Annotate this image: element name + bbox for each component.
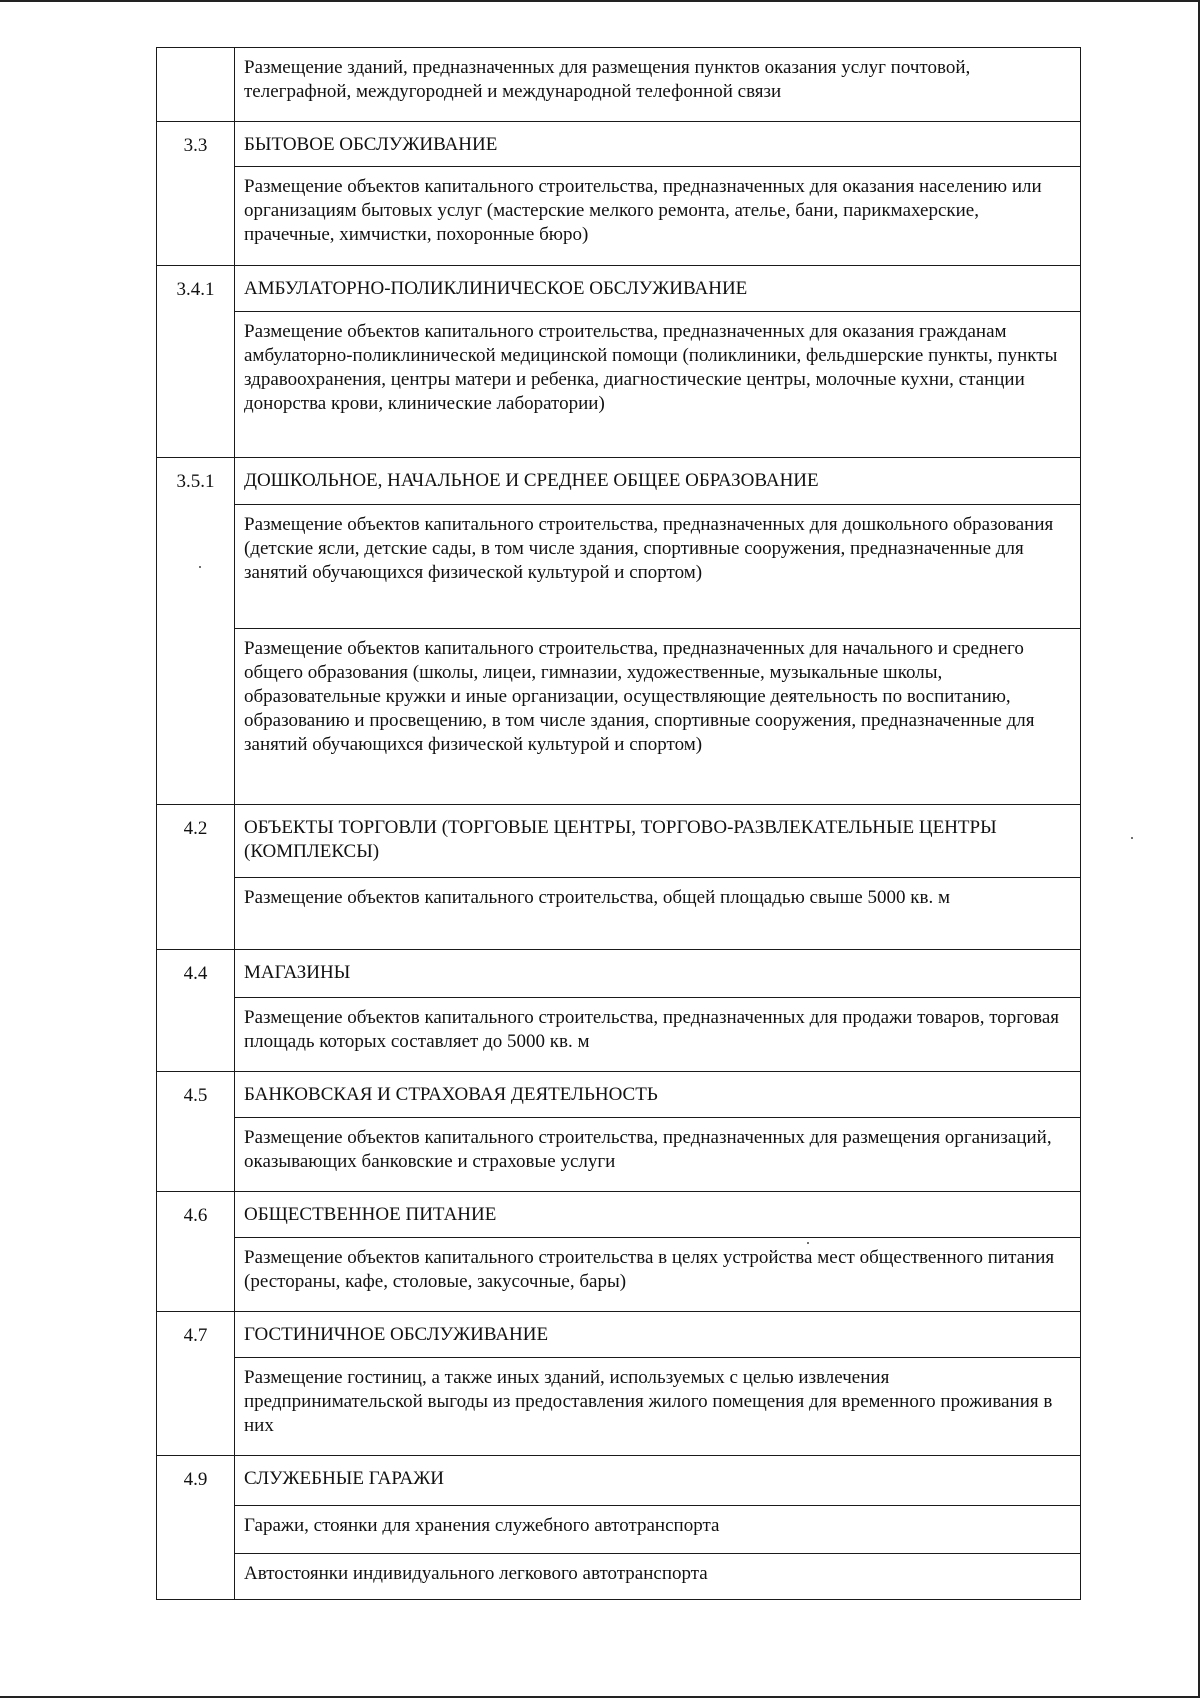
land-use-table <box>156 47 1081 1600</box>
table-row <box>157 312 1081 458</box>
code-cell: 3.3 <box>157 122 235 266</box>
category-heading: МАГАЗИНЫ <box>235 950 1081 998</box>
table-row <box>157 1358 1081 1456</box>
category-heading: АМБУЛАТОРНО-ПОЛИКЛИНИЧЕСКОЕ ОБСЛУЖИВАНИЕ <box>235 266 1081 312</box>
table-row <box>157 950 1081 998</box>
category-heading: СЛУЖЕБНЫЕ ГАРАЖИ <box>235 1456 1081 1506</box>
table-row <box>157 878 1081 950</box>
category-description: Размещение гостиниц, а также иных зданий, используемых с целью извлечения предпринимательской выгоды из предоставления жилого помещения для временного проживания в них <box>235 1358 1081 1456</box>
code-cell: 4.6 <box>157 1192 235 1312</box>
category-heading: ГОСТИНИЧНОЕ ОБСЛУЖИВАНИЕ <box>235 1312 1081 1358</box>
table-row <box>157 629 1081 805</box>
category-description: Размещение зданий, предназначенных для размещения пунктов оказания услуг почтовой, телеграфной, междугородней и международной телефонной связи <box>235 48 1081 122</box>
category-heading: ДОШКОЛЬНОЕ, НАЧАЛЬНОЕ И СРЕДНЕЕ ОБЩЕЕ ОБРАЗОВАНИЕ <box>235 458 1081 505</box>
table-row <box>157 266 1081 312</box>
table-row <box>157 122 1081 167</box>
table-row <box>157 1118 1081 1192</box>
category-description: Размещение объектов капитального строительства, общей площадью свыше 5000 кв. м <box>235 878 1081 950</box>
code-cell: 4.2 <box>157 805 235 950</box>
table-row <box>157 1506 1081 1554</box>
category-description: Размещение объектов капитального строительства, предназначенных для оказания гражданам амбулаторно-поликлинической медицинской помощи (поликлиники, фельдшерские пункты, пункты здравоохранения, центры матери и ребенка, диагностические центры, молочные кухни, станции донорства крови, клинические лаборатории) <box>235 312 1081 458</box>
category-heading: ОБЪЕКТЫ ТОРГОВЛИ (ТОРГОВЫЕ ЦЕНТРЫ, ТОРГОВО-РАЗВЛЕКАТЕЛЬНЫЕ ЦЕНТРЫ (КОМПЛЕКСЫ) <box>235 805 1081 878</box>
table-row <box>157 1312 1081 1358</box>
table-row <box>157 458 1081 505</box>
category-description: Размещение объектов капитального строительства, предназначенных для начального и среднего общего образования (школы, лицеи, гимназии, художественные, музыкальные школы, образовательные кружки и иные организации, осуществляющие деятельность по воспитанию, образованию и просвещению, в том числе здания, спортивные сооружения, предназначенные для занятий обучающихся физической культурой и спортом) <box>235 629 1081 805</box>
category-description: Размещение объектов капитального строительства, предназначенных для оказания населению или организациям бытовых услуг (мастерские мелкого ремонта, ателье, бани, парикмахерские, прачечные, химчистки, похоронные бюро) <box>235 167 1081 266</box>
table-row <box>157 1238 1081 1312</box>
category-description: Размещение объектов капитального строительства, предназначенных для дошкольного образования (детские ясли, детские сады, в том числе здания, спортивные сооружения, предназначенные для занятий обучающихся физической культурой и спортом) <box>235 505 1081 629</box>
scan-edge-top <box>0 0 1200 2</box>
table-row <box>157 998 1081 1072</box>
scan-speck <box>1131 837 1133 839</box>
category-heading: БЫТОВОЕ ОБСЛУЖИВАНИЕ <box>235 122 1081 167</box>
category-description: Гаражи, стоянки для хранения служебного автотранспорта <box>235 1506 1081 1554</box>
code-cell: 4.7 <box>157 1312 235 1456</box>
table-row <box>157 48 1081 122</box>
category-heading: БАНКОВСКАЯ И СТРАХОВАЯ ДЕЯТЕЛЬНОСТЬ <box>235 1072 1081 1118</box>
code-cell: 4.4 <box>157 950 235 1072</box>
category-description: Размещение объектов капитального строительства, предназначенных для продажи товаров, торговая площадь которых составляет до 5000 кв. м <box>235 998 1081 1072</box>
table-row <box>157 1072 1081 1118</box>
code-cell: 3.4.1 <box>157 266 235 458</box>
table-row <box>157 1192 1081 1238</box>
code-cell: 4.9 <box>157 1456 235 1600</box>
code-cell: 4.5 <box>157 1072 235 1192</box>
code-cell <box>157 48 235 122</box>
code-cell: 3.5.1 <box>157 458 235 805</box>
table-row <box>157 167 1081 266</box>
table-row <box>157 505 1081 629</box>
category-description: Размещение объектов капитального строительства, предназначенных для размещения организаций, оказывающих банковские и страховые услуги <box>235 1118 1081 1192</box>
table-row <box>157 805 1081 878</box>
table-row <box>157 1456 1081 1506</box>
category-heading: ОБЩЕСТВЕННОЕ ПИТАНИЕ <box>235 1192 1081 1238</box>
category-description: Размещение объектов капитального строительства в целях устройства мест общественного питания (рестораны, кафе, столовые, закусочные, бары) <box>235 1238 1081 1312</box>
category-description: Автостоянки индивидуального легкового автотранспорта <box>235 1554 1081 1600</box>
table-body <box>157 48 1081 1600</box>
table-row <box>157 1554 1081 1600</box>
